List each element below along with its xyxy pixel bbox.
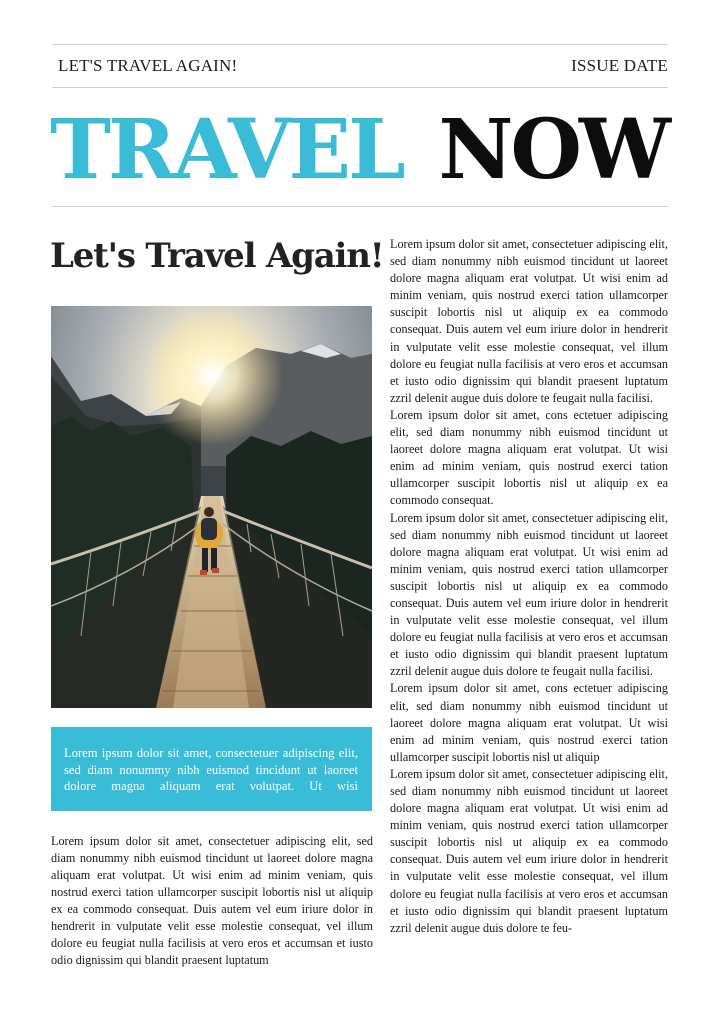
caption-box: [51, 727, 372, 811]
right-paragraph-4: Lorem ipsum dolor sit amet, cons ectetuer adipiscing elit, sed diam nonummy nibh euismod tincidunt ut laoreet dolore magna aliquam erat volutpat. Ut wisi enim ad minim veniam, quis nostrud exerci tation ullamcorper suscipit lobortis nisl ut aliquip: [390, 681, 668, 764]
right-column: [390, 236, 668, 937]
header-left-text: LET'S TRAVEL AGAIN!: [58, 56, 238, 75]
right-paragraph-2: Lorem ipsum dolor sit amet, cons ectetuer adipiscing elit, sed diam nonummy nibh euismod tincidunt ut laoreet dolore magna aliquam erat volutpat. Ut wisi enim ad minim veniam, quis nostrud exerci tation ullamcorper suscipit lobortis nisl ut aliquip ex ea commodo consequat.: [390, 407, 668, 508]
masthead-rule: [52, 206, 668, 207]
top-rule: [52, 44, 668, 45]
right-paragraph-1: Lorem ipsum dolor sit amet, consectetuer adipiscing elit, sed diam nonummy nibh euismod tincidunt ut laoreet dolore magna aliquam erat volutpat. Ut wisi enim ad minim veniam, quis nostrud exerci tation ullamcorper suscipit lobortis nisl ut aliquip ex ea commodo consequat. Duis autem vel eum iriure dolor in hendrerit in vulputate velit esse molestie consequat, vel illum dolore eu feugiat nulla facilisis at vero eros et accumsan et iusto odio dignissim qui blandit praesent luptatum zzril delenit augue duis dolore te feugait nulla facilisi.: [390, 237, 668, 405]
masthead-word-travel: TRAVEL: [50, 102, 403, 198]
masthead: [50, 100, 668, 200]
issue-date-label: ISSUE DATE: [571, 56, 668, 75]
left-body-text: Lorem ipsum dolor sit amet, consectetuer adipiscing elit, sed diam nonummy nibh euismod tincidunt ut laoreet dolore magna aliquam erat volutpat. Ut wisi enim ad minim veniam, quis nostrud exerci tation ullamcorper suscipit lobortis nisl ut aliquip ex ea commodo consequat. Duis autem vel eum iriure dolor in hendrerit in vulputate velit esse molestie consequat, vel illum dolore eu feugiat nulla facilisis at vero eros et accumsan et iusto odio dignissim qui blandit praesent luptatum: [51, 834, 373, 967]
caption-text: Lorem ipsum dolor sit amet, consectetuer adipiscing elit, sed diam nonummy nibh euismod tincidunt ut laoreet dolore magna aliquam erat volutpat. Ut wisi: [64, 746, 358, 793]
header-rule: [52, 87, 668, 88]
hero-photo: [51, 306, 372, 708]
right-paragraph-3: Lorem ipsum dolor sit amet, consectetuer adipiscing elit, sed diam nonummy nibh euismod tincidunt ut laoreet dolore magna aliquam erat volutpat. Ut wisi enim ad minim veniam, quis nostrud exerci tation ullamcorper suscipit lobortis nisl ut aliquip ex ea commodo consequat. Duis autem vel eum iriure dolor in hendrerit in vulputate velit esse molestie consequat, vel illum dolore eu feugiat nulla facilisis at vero eros et accumsan et iusto odio dignissim qui blandit praesent luptatum zzril delenit augue duis dolore te feugait nulla facilisi.: [390, 510, 668, 679]
article-headline: Let's Travel Again!: [50, 236, 384, 276]
right-paragraph-5: Lorem ipsum dolor sit amet, consectetuer adipiscing elit, sed diam nonummy nibh euismod tincidunt ut laoreet dolore magna aliquam erat volutpat. Ut wisi enim ad minim veniam, quis nostrud exerci tation ullamcorper suscipit lobortis nisl ut aliquip ex ea commodo consequat. Duis autem vel eum iriure dolor in hendrerit in vulputate velit esse molestie consequat, vel illum dolore eu feugiat nulla facilisis at vero eros et accumsan et iusto odio dignissim qui blandit praesent luptatum zzril delenit augue duis dolore te feu-: [390, 766, 668, 935]
masthead-word-now: NOW: [438, 102, 668, 198]
